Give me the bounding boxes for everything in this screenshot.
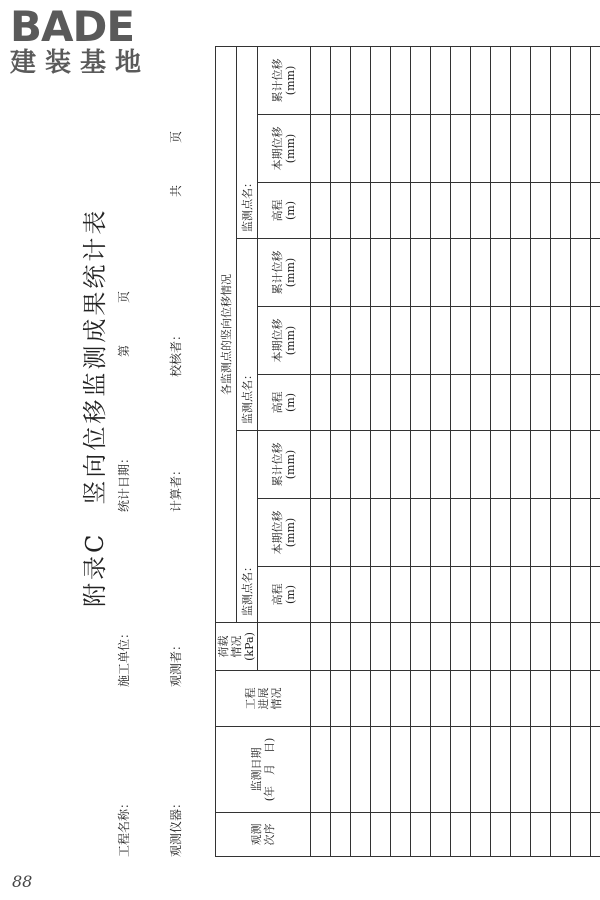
table-cell (431, 623, 451, 671)
checker-label: 校核者： (169, 328, 183, 377)
table-cell (331, 307, 351, 375)
table-cell (411, 183, 431, 239)
table-cell (351, 46, 371, 114)
table-cell (471, 307, 491, 375)
table-cell (391, 671, 411, 727)
page-no-label: 第 (117, 344, 131, 357)
table-cell (531, 499, 551, 567)
table-cell (391, 375, 411, 431)
table-cell (351, 183, 371, 239)
table-cell (431, 46, 451, 114)
table-cell (411, 567, 431, 623)
table-cell (491, 239, 511, 307)
table-cell (551, 375, 571, 431)
table-cell (431, 307, 451, 375)
table-cell (431, 567, 451, 623)
table-cell (411, 307, 431, 375)
logo-subtitle: 建装基地 (10, 48, 151, 78)
table-cell (451, 375, 471, 431)
table-cell (331, 671, 351, 727)
header-load: 荷载 情况 (kPa) (216, 623, 258, 671)
header-current-disp: 本期位移 (mm) (258, 115, 311, 183)
table-cell (351, 239, 371, 307)
table-cell (431, 499, 451, 567)
table-cell (471, 623, 491, 671)
table-cell (391, 813, 411, 857)
table-cell (311, 307, 331, 375)
table-cell (451, 671, 471, 727)
table-cell (471, 727, 491, 813)
table-cell (491, 375, 511, 431)
table-cell (411, 239, 431, 307)
table-cell (531, 623, 551, 671)
table-cell (331, 813, 351, 857)
table-cell (371, 239, 391, 307)
table-cell (551, 46, 571, 114)
table-cell (331, 623, 351, 671)
table-row (511, 46, 531, 856)
table-cell (571, 431, 591, 499)
table-cell (311, 727, 331, 813)
table-cell (491, 431, 511, 499)
table-cell (471, 239, 491, 307)
table-cell (531, 239, 551, 307)
table-cell (391, 307, 411, 375)
table-cell (471, 115, 491, 183)
table-cell (351, 567, 371, 623)
table-cell (431, 727, 451, 813)
table-cell (491, 671, 511, 727)
table-cell (551, 727, 571, 813)
table-cell (511, 671, 531, 727)
table-row (471, 46, 491, 856)
table-cell (311, 115, 331, 183)
table-cell (371, 623, 391, 671)
table-cell (471, 671, 491, 727)
table-cell (511, 239, 531, 307)
table-cell (451, 115, 471, 183)
instrument-label: 观测仪器： (169, 796, 183, 857)
table-cell (591, 431, 600, 499)
table-cell (591, 115, 600, 183)
table-cell (531, 375, 551, 431)
table-cell (351, 431, 371, 499)
table-cell (331, 115, 351, 183)
form-page (75, 58, 535, 857)
table-row (331, 46, 351, 856)
logo (10, 2, 151, 78)
table-cell (511, 727, 531, 813)
table-cell (411, 813, 431, 857)
table-cell (351, 375, 371, 431)
table-cell (571, 307, 591, 375)
table-cell (571, 813, 591, 857)
page-number-field (115, 291, 132, 357)
table-cell (371, 183, 391, 239)
table-cell (471, 375, 491, 431)
table-cell (411, 499, 431, 567)
table-cell (491, 46, 511, 114)
table-cell (571, 499, 591, 567)
table-cell (591, 567, 600, 623)
table-cell (571, 183, 591, 239)
table-cell (491, 307, 511, 375)
table-cell (591, 623, 600, 671)
table-cell (451, 727, 471, 813)
table-row (391, 46, 411, 856)
table-cell (451, 813, 471, 857)
total-pages-field (167, 131, 184, 197)
table-cell (371, 46, 391, 114)
table-cell (591, 46, 600, 114)
header-load-spacer (258, 623, 311, 671)
table-cell (571, 115, 591, 183)
table-cell (431, 115, 451, 183)
table-cell (391, 727, 411, 813)
table-cell (371, 499, 391, 567)
table-cell (431, 239, 451, 307)
table-cell (451, 183, 471, 239)
header-point-2: 监测点名： (237, 239, 258, 431)
table-cell (591, 239, 600, 307)
table-cell (391, 499, 411, 567)
table-cell (391, 623, 411, 671)
table-cell (411, 115, 431, 183)
header-point-3: 监测点名： (237, 46, 258, 238)
header-elevation: 高程 (m) (258, 375, 311, 431)
table-cell (311, 499, 331, 567)
table-cell (511, 431, 531, 499)
logo-text: BADE (10, 2, 135, 51)
table-cell (411, 431, 431, 499)
table-cell (531, 307, 551, 375)
table-cell (511, 307, 531, 375)
table-cell (471, 46, 491, 114)
table-cell (451, 46, 471, 114)
table-cell (451, 623, 471, 671)
table-cell (331, 375, 351, 431)
table-cell (451, 431, 471, 499)
table-cell (391, 239, 411, 307)
table-cell (371, 431, 391, 499)
table-cell (391, 183, 411, 239)
total-unit-label: 页 (169, 130, 183, 143)
table-cell (431, 431, 451, 499)
table-cell (311, 239, 331, 307)
table-cell (571, 727, 591, 813)
table-cell (491, 727, 511, 813)
table-cell (571, 375, 591, 431)
total-label: 共 (169, 184, 183, 197)
table-cell (331, 567, 351, 623)
table-cell (531, 183, 551, 239)
table-cell (531, 671, 551, 727)
table-row (451, 46, 471, 856)
table-cell (351, 115, 371, 183)
table-cell (371, 567, 391, 623)
table-cell (471, 499, 491, 567)
table-cell (471, 567, 491, 623)
table-cell (331, 727, 351, 813)
table-cell (551, 623, 571, 671)
table-cell (331, 431, 351, 499)
table-cell (411, 727, 431, 813)
table-cell (391, 46, 411, 114)
table-cell (411, 46, 431, 114)
header-progress: 工程 进展 情况 (216, 671, 311, 727)
table-cell (591, 727, 600, 813)
table-cell (551, 115, 571, 183)
table-cell (511, 567, 531, 623)
table-row (591, 46, 600, 856)
table-cell (331, 239, 351, 307)
header-elevation: 高程 (m) (258, 183, 311, 239)
table-cell (351, 671, 371, 727)
header-cumulative-disp: 累计位移 (mm) (258, 431, 311, 499)
header-group: 各监测点的竖向位移情况 (216, 46, 237, 622)
table-cell (351, 307, 371, 375)
project-name-label: 工程名称： (117, 796, 131, 857)
table-cell (491, 813, 511, 857)
table-cell (311, 567, 331, 623)
table-cell (391, 431, 411, 499)
table-row (311, 46, 331, 856)
table-cell (371, 727, 391, 813)
table-cell (311, 183, 331, 239)
table-cell (351, 623, 371, 671)
table-cell (551, 307, 571, 375)
header-current-disp: 本期位移 (mm) (258, 499, 311, 567)
table-cell (471, 431, 491, 499)
table-cell (491, 567, 511, 623)
table-cell (591, 307, 600, 375)
table-cell (411, 671, 431, 727)
table-cell (451, 239, 471, 307)
header-seq: 观测 次序 (216, 813, 311, 857)
table-cell (331, 183, 351, 239)
table-cell (371, 671, 391, 727)
table-row (411, 46, 431, 856)
table-cell (531, 115, 551, 183)
table-cell (571, 567, 591, 623)
table-cell (551, 499, 571, 567)
page-number: 88 (12, 872, 33, 891)
table-cell (571, 671, 591, 727)
table-cell (431, 813, 451, 857)
table-cell (431, 671, 451, 727)
table-cell (311, 46, 331, 114)
table-cell (491, 183, 511, 239)
header-cumulative-disp: 累计位移 (mm) (258, 239, 311, 307)
monitoring-table (215, 46, 600, 857)
table-cell (451, 307, 471, 375)
table-row (431, 46, 451, 856)
table-cell (471, 813, 491, 857)
header-date: 监测日期 (年 月 日) (216, 727, 311, 813)
table-row (491, 46, 511, 856)
table-cell (331, 46, 351, 114)
stat-date-label: 统计日期： (117, 451, 131, 512)
table-cell (531, 567, 551, 623)
construction-unit-label: 施工单位： (117, 626, 131, 687)
table-cell (511, 623, 531, 671)
table-cell (431, 375, 451, 431)
page-unit-label: 页 (117, 290, 131, 303)
table-cell (511, 813, 531, 857)
table-cell (551, 813, 571, 857)
table-cell (551, 671, 571, 727)
table-cell (591, 183, 600, 239)
table-cell (411, 375, 431, 431)
table-cell (491, 623, 511, 671)
table-cell (551, 183, 571, 239)
table-cell (311, 671, 331, 727)
calculator-label: 计算者： (169, 463, 183, 512)
table-row (351, 46, 371, 856)
table-cell (531, 727, 551, 813)
table-cell (511, 375, 531, 431)
table-cell (371, 375, 391, 431)
table-cell (371, 307, 391, 375)
table-cell (311, 431, 331, 499)
table-cell (411, 623, 431, 671)
table-cell (511, 499, 531, 567)
table-cell (391, 115, 411, 183)
table-row (551, 46, 571, 856)
table-cell (531, 46, 551, 114)
table-cell (571, 46, 591, 114)
table-cell (351, 499, 371, 567)
table-cell (451, 499, 471, 567)
table-cell (531, 431, 551, 499)
table-cell (511, 115, 531, 183)
table-cell (311, 375, 331, 431)
table-cell (491, 115, 511, 183)
table-cell (571, 239, 591, 307)
table-cell (371, 813, 391, 857)
table-cell (311, 623, 331, 671)
table-cell (591, 499, 600, 567)
table-cell (351, 727, 371, 813)
table-cell (351, 813, 371, 857)
table-row (571, 46, 591, 856)
table-row (371, 46, 391, 856)
table-row (531, 46, 551, 856)
table-cell (591, 375, 600, 431)
observer-label: 观测者： (169, 638, 183, 687)
table-cell (391, 567, 411, 623)
table-cell (591, 671, 600, 727)
table-cell (371, 115, 391, 183)
table-cell (591, 813, 600, 857)
table-cell (451, 567, 471, 623)
table-cell (471, 183, 491, 239)
page-title: 附录C 竖向位移监测成果统计表 (81, 207, 109, 607)
header-cumulative-disp: 累计位移 (mm) (258, 46, 311, 114)
table-cell (551, 239, 571, 307)
table-cell (571, 623, 591, 671)
table-cell (431, 183, 451, 239)
header-elevation: 高程 (m) (258, 567, 311, 623)
header-point-1: 监测点名： (237, 431, 258, 623)
table-cell (551, 431, 571, 499)
header-current-disp: 本期位移 (mm) (258, 307, 311, 375)
table-cell (511, 46, 531, 114)
table-cell (491, 499, 511, 567)
table-cell (311, 813, 331, 857)
table-cell (551, 567, 571, 623)
table-cell (331, 499, 351, 567)
table-cell (511, 183, 531, 239)
table-cell (531, 813, 551, 857)
